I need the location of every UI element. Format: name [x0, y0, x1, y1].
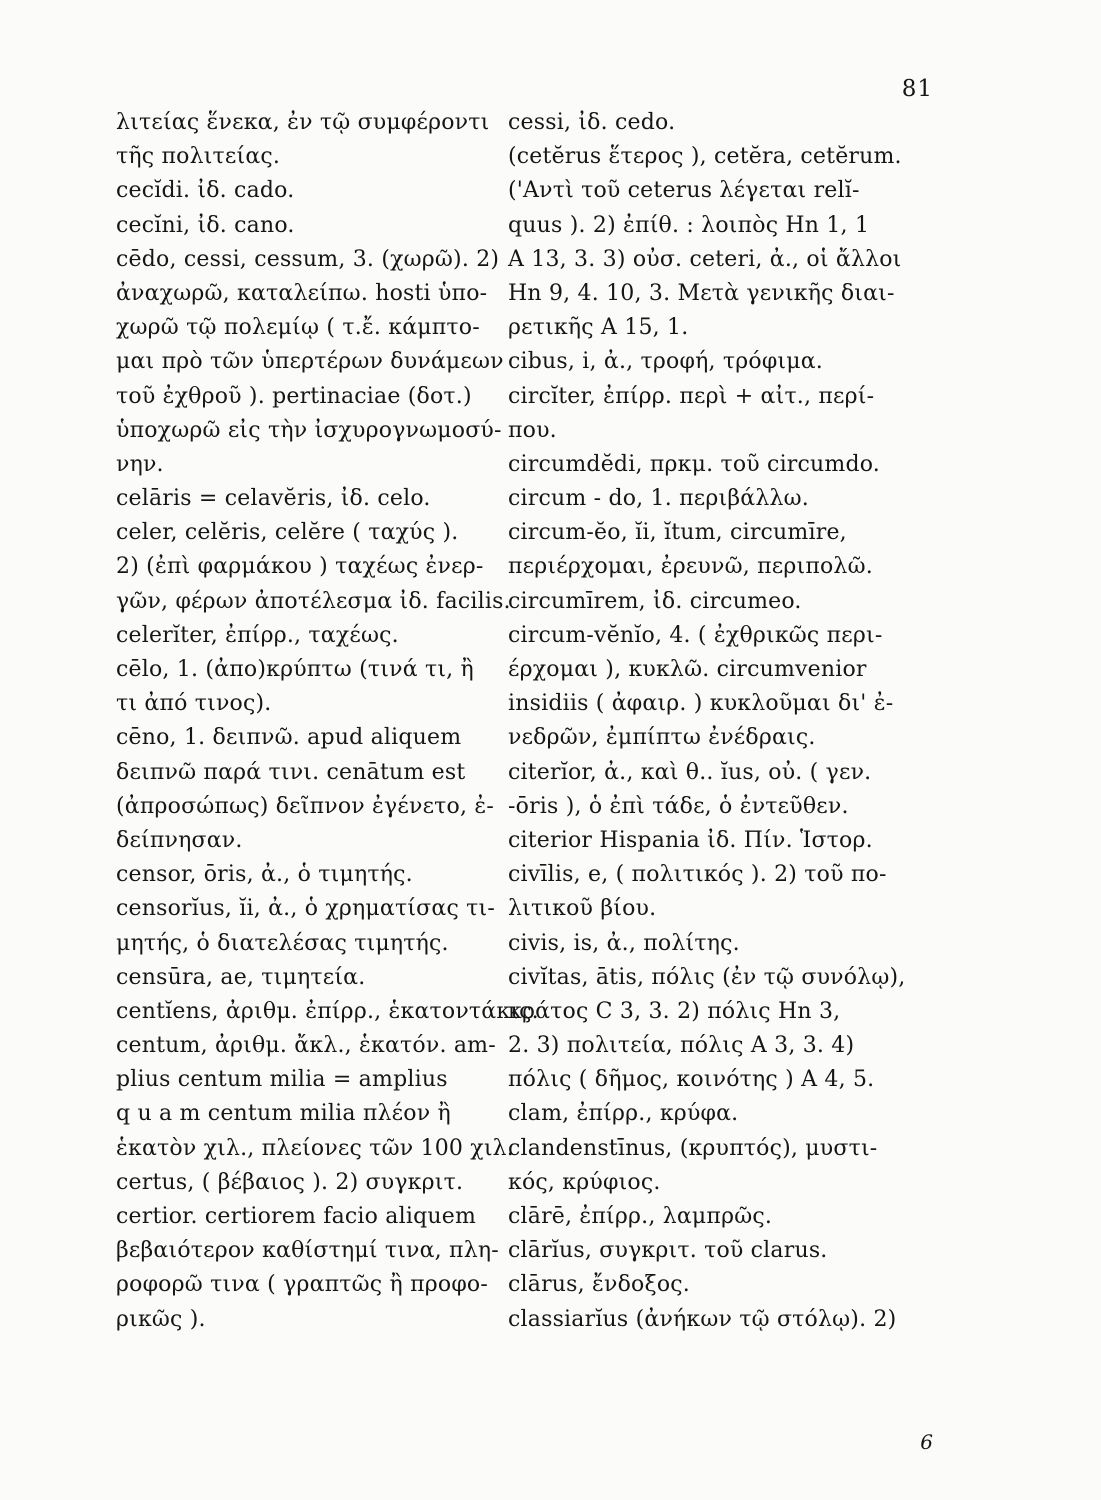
entry-line: 2) (ἐπὶ φαρμάκου ) ταχέως ἐνερ-	[116, 554, 484, 580]
entry-line: circĭter, ἐπίρρ. περὶ + αἰτ., περί-	[508, 383, 875, 409]
entry-line: 2. 3) πολιτεία, πόλις Α 3, 3. 4)	[508, 1033, 855, 1059]
entry-line: έρχομαι ), κυκλῶ. circumvenior	[508, 657, 867, 682]
entry-line: ροφορῶ τινα ( γραπτῶς ἢ προφο-	[116, 1272, 489, 1298]
entry-line: πόλις ( δῆμος, κοινότης ) Α 4, 5.	[508, 1067, 875, 1093]
entry-line: -ōris ), ὁ ἐπὶ τάδε, ὁ ἐντεῦθεν.	[508, 793, 849, 819]
entry-line: τῆς πολιτείας.	[116, 144, 281, 170]
entry-line: circum-ĕo, ĭi, ĭtum, circumīre,	[508, 520, 847, 546]
entry-line: censorĭus, ĭi, ἀ., ὁ χρηματίσας τι-	[116, 896, 495, 922]
entry-line: λιτικοῦ βίου.	[508, 896, 657, 922]
entry-line: cēdo, cessi, cessum, 3. (χωρῶ). 2)	[116, 246, 500, 272]
entry-line: clārē, ἐπίρρ., λαμπρῶς.	[508, 1204, 773, 1229]
entry-line: civis, is, ἀ., πολίτης.	[508, 930, 740, 956]
entry-line: χωρῶ τῷ πολεμίῳ ( τ.ἔ. κάμπτο-	[116, 315, 480, 341]
entry-line: censor, ōris, ἀ., ὁ τιμητής.	[116, 862, 413, 888]
entry-line: μαι πρὸ τῶν ὑπερτέρων δυνάμεων	[116, 349, 504, 375]
entry-line: ρικῶς ).	[116, 1306, 206, 1332]
entry-line: civĭtas, ātis, πόλις (ἐν τῷ συνόλῳ),	[508, 964, 906, 990]
entry-line: civīlis, e, ( πολιτικός ). 2) τοῦ πο-	[508, 862, 887, 888]
right-column	[508, 106, 960, 1337]
entry-line: clārus, ἔνδοξος.	[508, 1272, 690, 1298]
entry-line: cecĭdi. ἰδ. cado.	[116, 178, 295, 204]
entry-line: δείπνησαν.	[116, 827, 243, 853]
entry-line: circumīrem, ἰδ. circumeo.	[508, 588, 802, 614]
entry-line: κράτος C 3, 3. 2) πόλις Ηn 3,	[508, 998, 841, 1024]
entry-line: citerior Hispania ἰδ. Πίν. Ἱστορ.	[508, 827, 873, 853]
entry-line: που.	[508, 417, 557, 443]
entry-line: κός, κρύφιος.	[508, 1169, 661, 1195]
entry-line: quus ). 2) ἐπίθ. : λοιπὸς Ηn 1, 1	[508, 212, 870, 238]
entry-line: centĭens, ἀριθμ. ἐπίρρ., ἑκατοντάκις.	[116, 998, 539, 1024]
entry-line: citerĭor, ἀ., καὶ θ.. ĭus, οὐ. ( γεν.	[508, 759, 872, 785]
entry-line: ἑκατὸν χιλ., πλείονες τῶν 100 χιλ.	[116, 1135, 514, 1161]
entry-line: q u a m centum milia πλέον ἢ	[116, 1101, 451, 1127]
entry-line: cēlo, 1. (ἀπο)κρύπτω (τινά τι, ἢ	[116, 657, 474, 682]
entry-line: δειπνῶ παρά τινι. cenātum est	[116, 759, 466, 785]
entry-line: βεβαιότερον καθίστημί τινα, πλη-	[116, 1238, 499, 1264]
entry-line: cēno, 1. δειπνῶ. apud aliquem	[116, 725, 462, 751]
entry-line: νεδρῶν, ἐμπίπτω ἐνέδραις.	[508, 725, 816, 751]
entry-line: τοῦ ἐχθροῦ ). pertinaciae (δοτ.)	[116, 383, 472, 409]
entry-line: certior. certiorem facio aliquem	[116, 1204, 477, 1229]
entry-line: circum-vĕnĭo, 4. ( ἐχθρικῶς περι-	[508, 622, 883, 648]
entry-line: cessi, ἰδ. cedo.	[508, 110, 676, 135]
entry-line: circum - do, 1. περιβάλλω.	[508, 486, 809, 512]
entry-line: clandenstīnus, (κρυπτός), μυστι-	[508, 1135, 878, 1161]
entry-line: plius centum milia = amplius	[116, 1067, 448, 1093]
entry-line: (cetĕrus ἕτερος ), cetĕra, cetĕrum.	[508, 144, 902, 170]
entry-line: Ηn 9, 4. 10, 3. Μετὰ γενικῆς διαι-	[508, 280, 895, 306]
entry-line: celer, celĕris, celĕre ( ταχύς ).	[116, 520, 459, 546]
entry-line: Α 13, 3. 3) οὐσ. ceteri, ἀ., οἱ ἄλλοι	[508, 246, 902, 272]
entry-line: circumdĕdi, πρκμ. τοῦ circumdo.	[508, 451, 881, 477]
entry-line: λιτείας ἕνεκα, ἐν τῷ συμφέροντι	[116, 110, 490, 135]
signature-mark: 6	[920, 1430, 933, 1454]
entry-line: νην.	[116, 451, 164, 477]
entry-line: ρετικῆς Α 15, 1.	[508, 315, 689, 341]
entry-line: certus, ( βέβαιος ). 2) συγκριτ.	[116, 1169, 464, 1195]
entry-line: γῶν, φέρων ἀποτέλεσμα ἰδ. facilis.	[116, 588, 511, 614]
entry-line: ('Αντὶ τοῦ ceterus λέγεται relĭ-	[508, 178, 860, 204]
entry-line: clam, ἐπίρρ., κρύφα.	[508, 1101, 739, 1127]
entry-line: classiarĭus (ἀνήκων τῷ στόλῳ). 2)	[508, 1306, 897, 1332]
entry-line: μητής, ὁ διατελέσας τιμητής.	[116, 930, 449, 956]
entry-line: ὑποχωρῶ εἰς τὴν ἰσχυρογνωμοσύ-	[116, 417, 502, 443]
entry-line: centum, ἀριθμ. ἄκλ., ἑκατόν. am-	[116, 1033, 496, 1059]
entry-line: clārĭus, συγκριτ. τοῦ clarus.	[508, 1238, 828, 1264]
page-number: 81	[901, 76, 933, 102]
entry-line: insidiis ( ἀφαιρ. ) κυκλοῦμαι δι' ἐ-	[508, 691, 894, 717]
left-column	[116, 106, 556, 1337]
entry-line: τι ἀπό τινος).	[116, 691, 272, 717]
entry-line: censūra, ae, τιμητεία.	[116, 964, 366, 990]
entry-line: cibus, i, ἀ., τροφή, τρόφιμα.	[508, 349, 823, 375]
entry-line: cecĭni, ἰδ. cano.	[116, 212, 295, 238]
entry-line: ἀναχωρῶ, καταλείπω. hosti ὑπο-	[116, 280, 488, 306]
entry-line: celerĭter, ἐπίρρ., ταχέως.	[116, 622, 399, 648]
entry-line: (ἀπροσώπως) δεῖπνον ἐγένετο, ἐ-	[116, 793, 495, 819]
entry-line: περιέρχομαι, ἐρευνῶ, περιπολῶ.	[508, 554, 873, 580]
entry-line: celāris = celavĕris, ἰδ. celo.	[116, 486, 431, 512]
